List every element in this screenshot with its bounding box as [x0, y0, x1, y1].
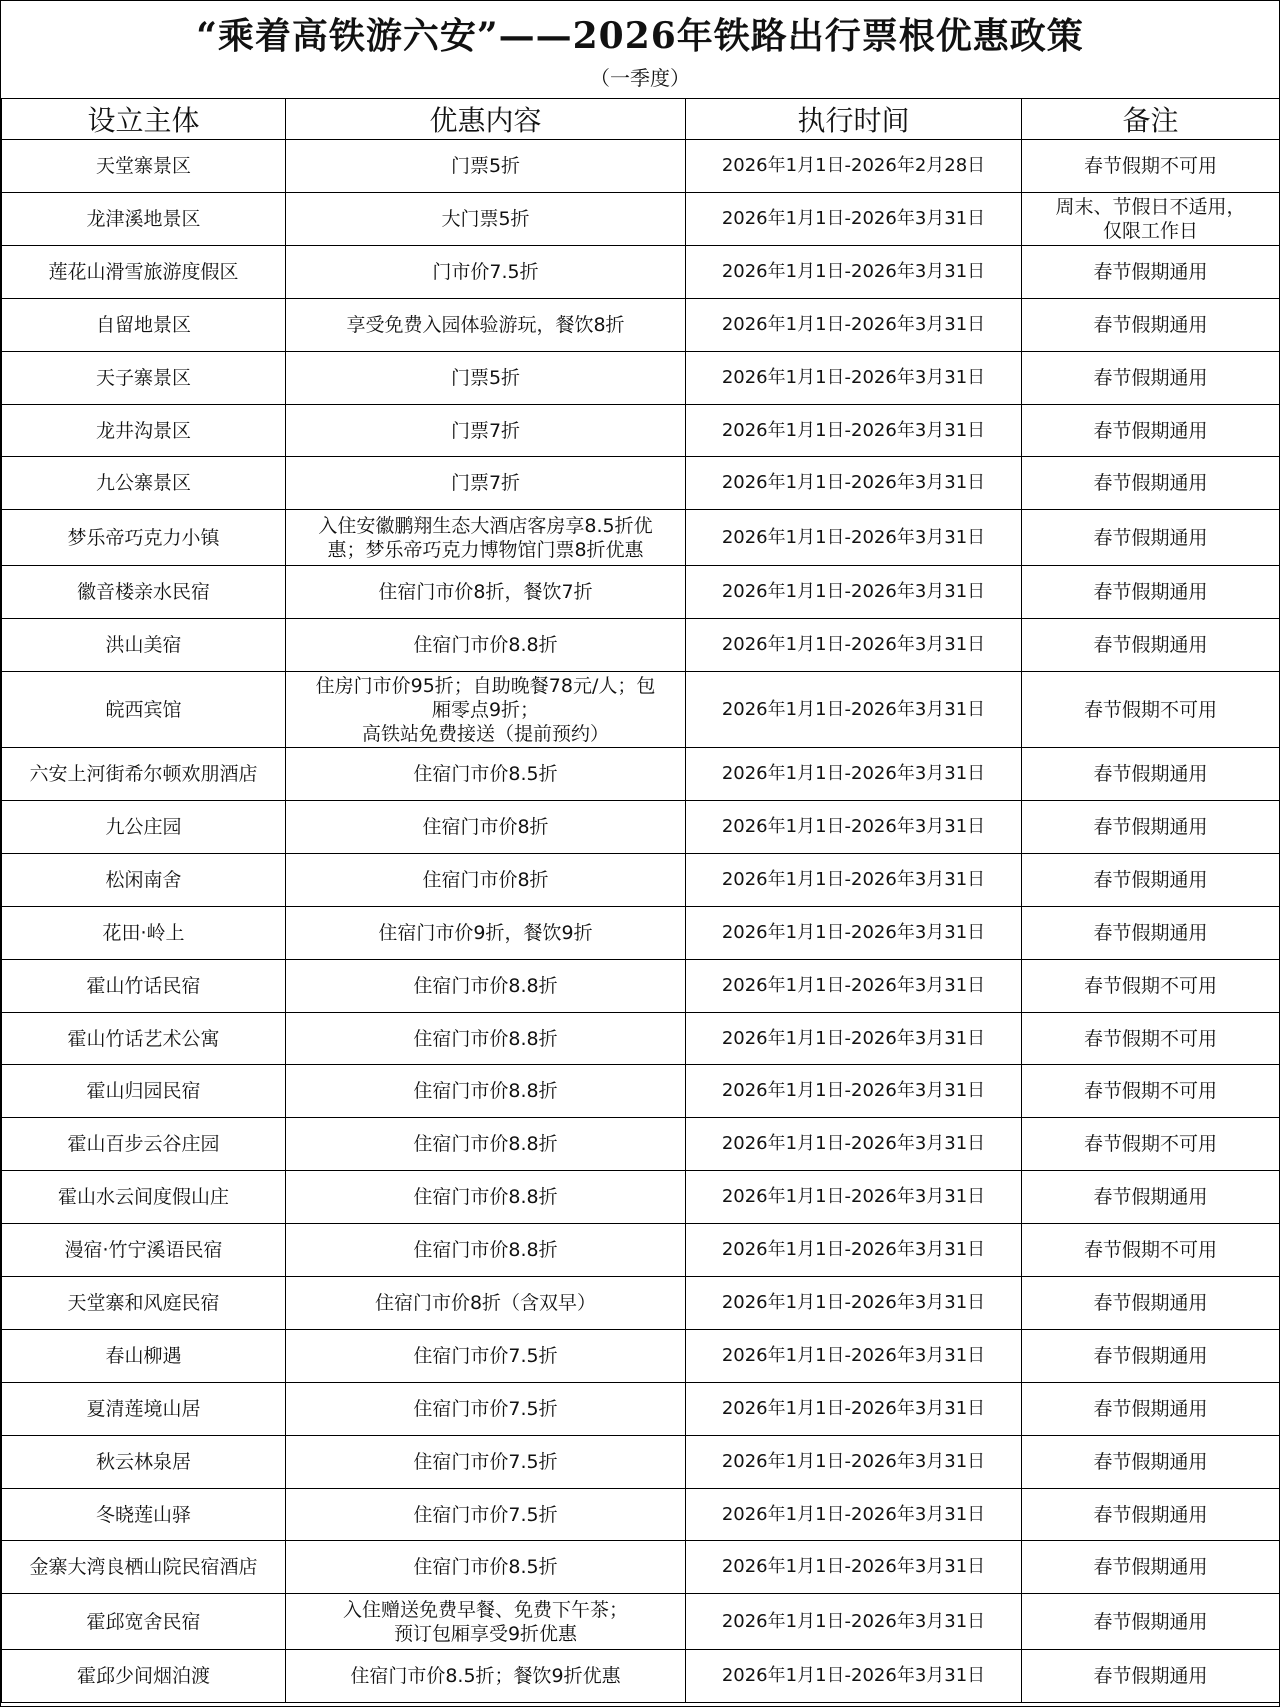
cell-entity-text: 洪山美宿 [105, 634, 182, 657]
cell-note-text: 春节假期不可用 [1083, 1080, 1217, 1103]
table-row [2, 404, 1280, 457]
cell-entity-text: 秋云林泉居 [95, 1450, 191, 1473]
cell-note-text: 春节假期不可用 [1083, 1239, 1217, 1262]
cell-period-text: 2026年1月1日-2026年3月31日 [721, 260, 986, 282]
policy-table [1, 98, 1280, 1703]
cell-period [686, 959, 1022, 1012]
table-row [2, 1277, 1280, 1330]
page-subtitle: （一季度） [590, 66, 690, 90]
cell-entity [2, 853, 286, 906]
cell-note-text: 春节假期通用 [1093, 1665, 1208, 1688]
table-row [2, 566, 1280, 619]
cell-entity [2, 1224, 286, 1277]
cell-note-text: 春节假期不可用 [1083, 1027, 1217, 1050]
cell-entity [2, 959, 286, 1012]
cell-entity-text: 自留地景区 [95, 313, 191, 336]
cell-note [1022, 1594, 1280, 1650]
table-row [2, 853, 1280, 906]
cell-offer-text: 住宿门市价8折，餐饮7折 [378, 581, 593, 604]
cell-offer [286, 619, 686, 672]
cell-offer-text: 住宿门市价8折 [422, 815, 549, 838]
cell-note [1022, 1435, 1280, 1488]
cell-offer-text: 住宿门市价8.5折 [413, 763, 558, 786]
cell-note [1022, 801, 1280, 854]
column-header-note: 备注 [1022, 99, 1280, 140]
table-row [2, 906, 1280, 959]
cell-offer [286, 140, 686, 193]
cell-period [686, 457, 1022, 510]
cell-offer [286, 801, 686, 854]
cell-period-text: 2026年1月1日-2026年3月31日 [721, 1450, 986, 1472]
cell-note [1022, 1329, 1280, 1382]
table-row [2, 959, 1280, 1012]
cell-period [686, 1435, 1022, 1488]
cell-period-text: 2026年1月1日-2026年2月28日 [721, 154, 986, 176]
cell-entity-text: 春山柳遇 [105, 1344, 182, 1367]
cell-offer [286, 245, 686, 298]
cell-offer [286, 1488, 686, 1541]
cell-note-text: 春节假期通用 [1093, 1186, 1208, 1209]
cell-entity [2, 1012, 286, 1065]
cell-note-text: 春节假期通用 [1093, 1610, 1208, 1633]
cell-offer-text: 入住安徽鹏翔生态大酒店客房享8.5折优 惠；梦乐帝巧克力博物馆门票8折优惠 [318, 514, 653, 561]
cell-period [686, 510, 1022, 566]
cell-offer-text: 住宿门市价8.5折；餐饮9折优惠 [350, 1665, 621, 1688]
table-row [2, 1650, 1280, 1703]
cell-period-text: 2026年1月1日-2026年3月31日 [721, 419, 986, 441]
cell-entity-text: 漫宿·竹宁溪语民宿 [64, 1239, 223, 1262]
cell-entity-text: 霍山竹话艺术公寓 [67, 1027, 220, 1050]
cell-period [686, 1594, 1022, 1650]
table-row [2, 1541, 1280, 1594]
cell-period-text: 2026年1月1日-2026年3月31日 [721, 1133, 986, 1155]
cell-note [1022, 672, 1280, 748]
cell-entity [2, 404, 286, 457]
cell-offer-text: 住宿门市价8.8折 [413, 1080, 558, 1103]
cell-offer-text: 门票7折 [450, 419, 521, 442]
cell-note [1022, 1488, 1280, 1541]
cell-offer-text: 住宿门市价8.8折 [413, 1027, 558, 1050]
cell-entity [2, 1594, 286, 1650]
cell-note-text: 春节假期通用 [1093, 1503, 1208, 1526]
cell-note [1022, 510, 1280, 566]
cell-period [686, 1277, 1022, 1330]
cell-entity-text: 龙井沟景区 [95, 419, 191, 442]
cell-period-text: 2026年1月1日-2026年3月31日 [721, 868, 986, 890]
cell-entity-text: 天堂寨和风庭民宿 [67, 1291, 220, 1314]
cell-period-text: 2026年1月1日-2026年3月31日 [721, 313, 986, 335]
cell-entity-text: 六安上河街希尔顿欢朋酒店 [29, 763, 258, 786]
cell-period-text: 2026年1月1日-2026年3月31日 [721, 472, 986, 494]
cell-period [686, 1224, 1022, 1277]
cell-offer-text: 住宿门市价9折，餐饮9折 [378, 921, 593, 944]
cell-entity [2, 906, 286, 959]
cell-entity [2, 619, 286, 672]
cell-entity-text: 夏清莲境山居 [86, 1397, 201, 1420]
cell-period-text: 2026年1月1日-2026年3月31日 [721, 1080, 986, 1102]
cell-offer [286, 1065, 686, 1118]
table-body [2, 140, 1280, 1703]
cell-note-text: 春节假期通用 [1093, 260, 1208, 283]
cell-note [1022, 1650, 1280, 1703]
cell-period [686, 1541, 1022, 1594]
cell-note [1022, 140, 1280, 193]
cell-offer-text: 门市价7.5折 [432, 260, 539, 283]
cell-entity [2, 1382, 286, 1435]
cell-offer-text: 住宿门市价8折（含双早） [374, 1291, 597, 1314]
cell-entity [2, 566, 286, 619]
cell-note [1022, 1118, 1280, 1171]
cell-period [686, 801, 1022, 854]
cell-period [686, 1650, 1022, 1703]
cell-offer [286, 959, 686, 1012]
cell-note-text: 春节假期通用 [1093, 1397, 1208, 1420]
cell-period [686, 192, 1022, 245]
cell-period-text: 2026年1月1日-2026年3月31日 [721, 763, 986, 785]
cell-period-text: 2026年1月1日-2026年3月31日 [721, 1397, 986, 1419]
cell-entity-text: 霍山竹话民宿 [86, 974, 201, 997]
cell-period [686, 853, 1022, 906]
cell-period [686, 1488, 1022, 1541]
cell-note [1022, 1382, 1280, 1435]
cell-period-text: 2026年1月1日-2026年3月31日 [721, 1665, 986, 1687]
cell-offer [286, 457, 686, 510]
cell-note-text: 春节假期通用 [1093, 1291, 1208, 1314]
cell-offer-text: 住宿门市价8.8折 [413, 1186, 558, 1209]
cell-entity [2, 672, 286, 748]
cell-offer-text: 住宿门市价7.5折 [413, 1450, 558, 1473]
cell-entity [2, 192, 286, 245]
cell-period [686, 566, 1022, 619]
table-row [2, 1435, 1280, 1488]
table-row [2, 1224, 1280, 1277]
cell-entity [2, 510, 286, 566]
cell-entity-text: 九公庄园 [105, 815, 182, 838]
table-row [2, 457, 1280, 510]
cell-offer-text: 住房门市价95折；自助晚餐78元/人；包 厢零点9折； 高铁站免费接送（提前预约） [315, 674, 656, 745]
cell-offer-text: 门票5折 [450, 154, 521, 177]
cell-period-text: 2026年1月1日-2026年3月31日 [721, 921, 986, 943]
cell-note-text: 春节假期通用 [1093, 634, 1208, 657]
cell-entity [2, 457, 286, 510]
cell-period-text: 2026年1月1日-2026年3月31日 [721, 974, 986, 996]
table-row [2, 1488, 1280, 1541]
cell-note [1022, 1012, 1280, 1065]
table-row [2, 351, 1280, 404]
table-row [2, 1382, 1280, 1435]
cell-offer-text: 住宿门市价7.5折 [413, 1344, 558, 1367]
cell-offer [286, 1012, 686, 1065]
cell-note-text: 春节假期不可用 [1083, 974, 1217, 997]
cell-period-text: 2026年1月1日-2026年3月31日 [721, 581, 986, 603]
cell-note [1022, 1171, 1280, 1224]
column-header-offer: 优惠内容 [286, 99, 686, 140]
cell-note [1022, 619, 1280, 672]
table-row [2, 245, 1280, 298]
cell-note-text: 春节假期不可用 [1083, 1133, 1217, 1156]
cell-note [1022, 1065, 1280, 1118]
cell-offer-text: 住宿门市价8.5折 [413, 1556, 558, 1579]
cell-note-text: 春节假期通用 [1093, 366, 1208, 389]
cell-offer [286, 1382, 686, 1435]
cell-period-text: 2026年1月1日-2026年3月31日 [721, 1291, 986, 1313]
cell-period [686, 298, 1022, 351]
cell-entity-text: 梦乐帝巧克力小镇 [67, 526, 220, 549]
cell-period [686, 1171, 1022, 1224]
cell-period [686, 672, 1022, 748]
cell-note [1022, 1224, 1280, 1277]
cell-offer [286, 566, 686, 619]
cell-entity-text: 皖西宾馆 [105, 698, 182, 721]
cell-entity-text: 霍邱少间烟泊渡 [76, 1665, 210, 1688]
cell-note [1022, 959, 1280, 1012]
cell-entity [2, 748, 286, 801]
cell-note-text: 春节假期通用 [1093, 1344, 1208, 1367]
cell-period [686, 1118, 1022, 1171]
table-row [2, 1329, 1280, 1382]
cell-entity [2, 1171, 286, 1224]
cell-entity [2, 1118, 286, 1171]
cell-offer [286, 672, 686, 748]
cell-note-text: 春节假期通用 [1093, 581, 1208, 604]
cell-note [1022, 566, 1280, 619]
table-row [2, 1012, 1280, 1065]
cell-note [1022, 351, 1280, 404]
table-row [2, 510, 1280, 566]
cell-period-text: 2026年1月1日-2026年3月31日 [721, 207, 986, 229]
table-row [2, 140, 1280, 193]
table-row [2, 1118, 1280, 1171]
cell-note-text: 春节假期通用 [1093, 868, 1208, 891]
table-row [2, 1065, 1280, 1118]
cell-period-text: 2026年1月1日-2026年3月31日 [721, 1556, 986, 1578]
cell-offer [286, 351, 686, 404]
cell-entity-text: 金寨大湾良栖山院民宿酒店 [29, 1556, 258, 1579]
cell-period-text: 2026年1月1日-2026年3月31日 [721, 526, 986, 548]
cell-offer [286, 1277, 686, 1330]
cell-entity-text: 霍山水云间度假山庄 [57, 1186, 229, 1209]
cell-period [686, 404, 1022, 457]
cell-period-text: 2026年1月1日-2026年3月31日 [721, 366, 986, 388]
cell-period [686, 748, 1022, 801]
cell-offer [286, 1171, 686, 1224]
cell-note [1022, 404, 1280, 457]
cell-offer [286, 298, 686, 351]
cell-entity [2, 1277, 286, 1330]
cell-period [686, 906, 1022, 959]
cell-note [1022, 1277, 1280, 1330]
cell-entity-text: 天堂寨景区 [95, 154, 191, 177]
cell-period [686, 351, 1022, 404]
cell-offer [286, 510, 686, 566]
table-header-row [2, 99, 1280, 140]
cell-entity-text: 霍山归园民宿 [86, 1080, 201, 1103]
cell-period-text: 2026年1月1日-2026年3月31日 [721, 1186, 986, 1208]
cell-period-text: 2026年1月1日-2026年3月31日 [721, 815, 986, 837]
cell-period-text: 2026年1月1日-2026年3月31日 [721, 1027, 986, 1049]
cell-entity-text: 松闲南舍 [105, 868, 182, 891]
cell-entity [2, 1650, 286, 1703]
cell-entity-text: 徽音楼亲水民宿 [76, 581, 210, 604]
cell-period-text: 2026年1月1日-2026年3月31日 [721, 1610, 986, 1632]
cell-note-text: 春节假期通用 [1093, 1450, 1208, 1473]
cell-entity [2, 351, 286, 404]
table-row [2, 748, 1280, 801]
cell-offer [286, 404, 686, 457]
cell-entity-text: 霍邱宽舍民宿 [86, 1610, 201, 1633]
cell-offer-text: 大门票5折 [441, 207, 530, 230]
cell-entity [2, 801, 286, 854]
cell-note [1022, 906, 1280, 959]
cell-entity [2, 245, 286, 298]
table-row [2, 1594, 1280, 1650]
cell-offer [286, 906, 686, 959]
cell-note-text: 春节假期通用 [1093, 815, 1208, 838]
cell-offer [286, 1329, 686, 1382]
cell-note-text: 春节假期不可用 [1083, 154, 1217, 177]
cell-offer-text: 入住赠送免费早餐、免费下午茶； 预订包厢享受9折优惠 [342, 1598, 628, 1645]
cell-offer [286, 1224, 686, 1277]
table-row [2, 298, 1280, 351]
cell-note-text: 春节假期通用 [1093, 921, 1208, 944]
table-row [2, 619, 1280, 672]
cell-offer-text: 门票5折 [450, 366, 521, 389]
cell-note-text: 春节假期通用 [1093, 313, 1208, 336]
cell-offer-text: 住宿门市价7.5折 [413, 1503, 558, 1526]
cell-period [686, 619, 1022, 672]
cell-entity-text: 莲花山滑雪旅游度假区 [48, 260, 239, 283]
cell-offer [286, 1594, 686, 1650]
cell-entity [2, 1488, 286, 1541]
cell-note [1022, 298, 1280, 351]
table-row [2, 1171, 1280, 1224]
cell-offer [286, 1541, 686, 1594]
cell-entity [2, 140, 286, 193]
cell-offer-text: 享受免费入园体验游玩，餐饮8折 [346, 313, 625, 336]
cell-offer [286, 748, 686, 801]
table-row [2, 801, 1280, 854]
cell-entity-text: 冬晓莲山驿 [95, 1503, 191, 1526]
cell-offer-text: 住宿门市价8.8折 [413, 1133, 558, 1156]
cell-offer [286, 853, 686, 906]
cell-entity [2, 1065, 286, 1118]
cell-offer [286, 1118, 686, 1171]
cell-offer [286, 1435, 686, 1488]
cell-note [1022, 1541, 1280, 1594]
cell-entity [2, 1541, 286, 1594]
cell-entity-text: 花田·岭上 [102, 921, 185, 944]
cell-offer-text: 住宿门市价8.8折 [413, 974, 558, 997]
cell-period-text: 2026年1月1日-2026年3月31日 [721, 698, 986, 720]
cell-note-text: 春节假期通用 [1093, 419, 1208, 442]
cell-entity-text: 龙津溪地景区 [86, 207, 201, 230]
column-header-period: 执行时间 [686, 99, 1022, 140]
cell-period-text: 2026年1月1日-2026年3月31日 [721, 1503, 986, 1525]
cell-note [1022, 748, 1280, 801]
cell-period [686, 1065, 1022, 1118]
cell-offer-text: 门票7折 [450, 472, 521, 495]
cell-entity-text: 霍山百步云谷庄园 [67, 1133, 220, 1156]
cell-period-text: 2026年1月1日-2026年3月31日 [721, 634, 986, 656]
cell-offer-text: 住宿门市价8.8折 [413, 1239, 558, 1262]
cell-entity-text: 天子寨景区 [95, 366, 191, 389]
cell-entity [2, 1435, 286, 1488]
cell-period-text: 2026年1月1日-2026年3月31日 [721, 1239, 986, 1261]
cell-offer-text: 住宿门市价8.8折 [413, 634, 558, 657]
cell-note-text: 春节假期不可用 [1083, 698, 1217, 721]
cell-period-text: 2026年1月1日-2026年3月31日 [721, 1344, 986, 1366]
cell-note [1022, 457, 1280, 510]
column-header-entity: 设立主体 [2, 99, 286, 140]
cell-period [686, 140, 1022, 193]
cell-period [686, 1012, 1022, 1065]
cell-entity [2, 298, 286, 351]
cell-period [686, 245, 1022, 298]
cell-note-text: 春节假期通用 [1093, 526, 1208, 549]
table-row [2, 192, 1280, 245]
cell-note [1022, 192, 1280, 245]
cell-offer [286, 192, 686, 245]
cell-note-text: 春节假期通用 [1093, 472, 1208, 495]
cell-offer-text: 住宿门市价8折 [422, 868, 549, 891]
table-row [2, 672, 1280, 748]
cell-offer [286, 1650, 686, 1703]
cell-entity-text: 九公寨景区 [95, 472, 191, 495]
cell-note-text: 周末、节假日不适用， 仅限工作日 [1055, 195, 1246, 242]
cell-note-text: 春节假期通用 [1093, 763, 1208, 786]
cell-offer-text: 住宿门市价7.5折 [413, 1397, 558, 1420]
page-title: “乘着高铁游六安”——2026年铁路出行票根优惠政策 [196, 15, 1084, 57]
cell-entity [2, 1329, 286, 1382]
cell-period [686, 1382, 1022, 1435]
cell-period [686, 1329, 1022, 1382]
cell-note [1022, 853, 1280, 906]
cell-note-text: 春节假期通用 [1093, 1556, 1208, 1579]
cell-note [1022, 245, 1280, 298]
